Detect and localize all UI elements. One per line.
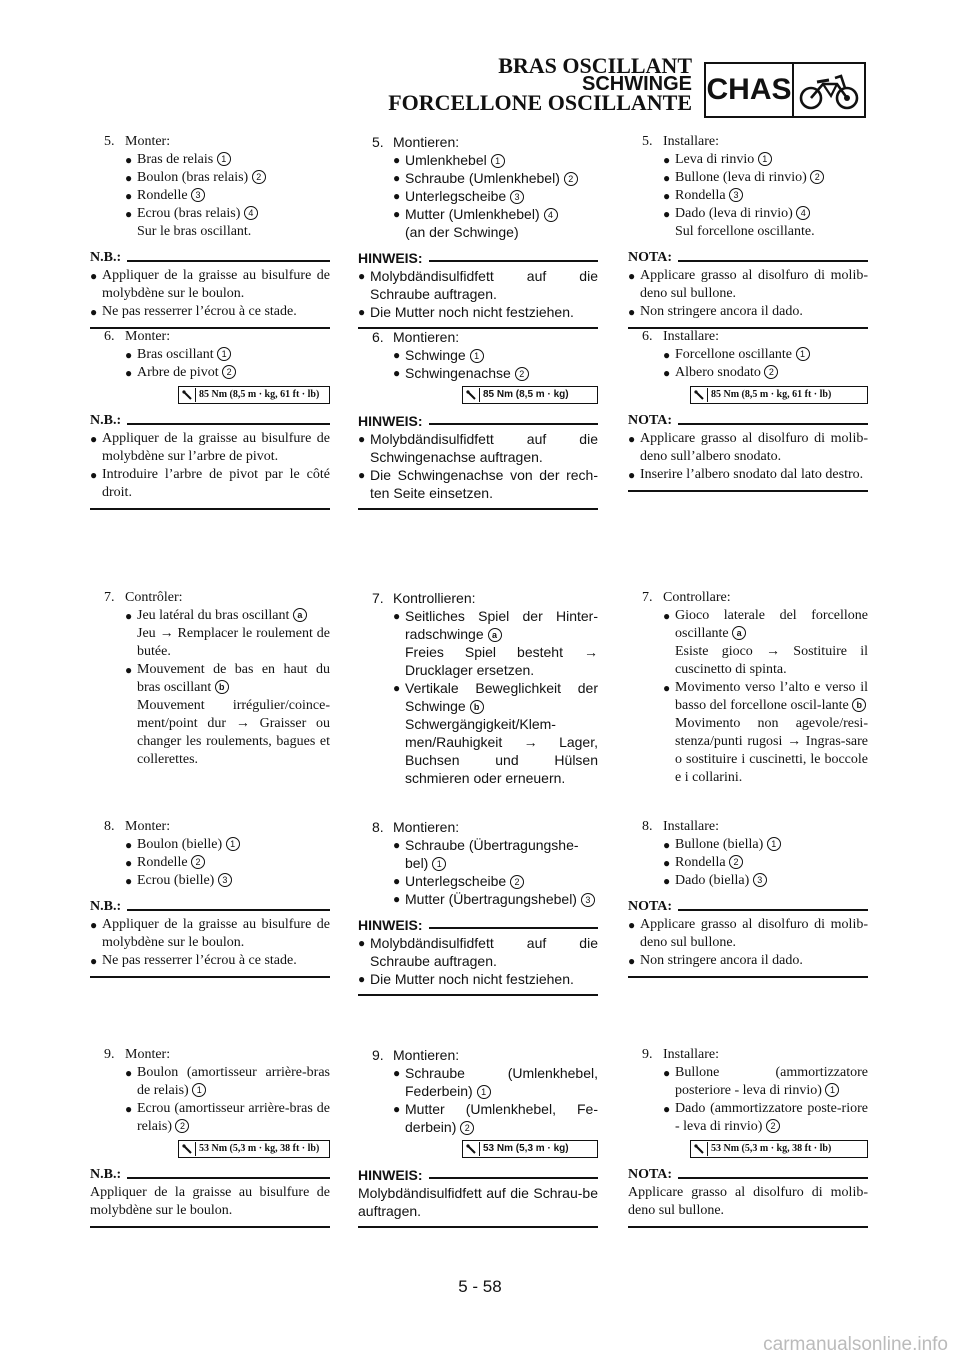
fr-step-9: 9. Monter: ● Boulon (amortisseur arrière-bras de relais) 1 ● Ecrou (amortisseur arrière-bras de relais) 2 53 Nm (5,3 m · kg, 38 ft · lb) N.B.: Appliquer de la graisse au bisulfure de molybdène sur le boulon. — [90, 1046, 330, 1228]
it-step-7: 7. Controllare: ● Gioco laterale del forcellone oscillante a Esiste gioco → Sostituire il cuscinetto di spinta. ● Movimento verso l’alto e verso il basso del forcellone oscil-lante b Movimento non agevole/resi-stenza/punti rugosi → Ingras-sare o sostituire i cuscinetti, le boccole e i collarini. — [642, 590, 868, 785]
page-number: 5 - 58 — [458, 1277, 502, 1296]
it-step-5: 5. Installare: ● Leva di rinvio 1 ● Bullone (leva di rinvio) 2 ● Rondella 3 ● Dado (leva di rinvio) 4 Sul forcellone oscillante. NOTA: ● Applicare grasso al disolfuro di molib-deno sul bullone. ● Non stringere ancora il dado. — [628, 133, 868, 329]
title-it: FORCELLONE OSCILLANTE — [388, 90, 692, 115]
de-step-7: 7. Kontrollieren: ● Seitliches Spiel der Hinter-radschwinge a Freies Spiel besteht → Drucklager ersetzen. ● Vertikale Beweglichkeit der Schwinge b Schwergängigkeit/Klem-men/Rauhigkeit → Lager, Buchsen und Hülsen schmieren oder erneuern. — [372, 590, 598, 786]
torque-wrench-icon — [179, 1142, 196, 1156]
torque-wrench-icon — [179, 388, 196, 402]
fr-step-6: 6. Monter: ● Bras oscillant 1 ● Arbre de pivot 2 85 Nm (8,5 m · kg, 61 ft · lb) N.B.: ● Appliquer de la graisse au bisulfure de molybdène sur l’arbre de pivot. ● Introduire l’arbre de pivot par le côté droit. — [90, 328, 330, 510]
motorcycle-icon — [794, 64, 864, 116]
torque-spec: 85 Nm (8,5 m · kg, 61 ft · lb) — [178, 386, 330, 404]
it-step-9: 9. Installare: ● Bullone (ammortizzatore posteriore - leva di rinvio) 1 ● Dado (ammortizzatore poste-riore - leva di rinvio) 2 53 Nm (5,3 m · kg, 38 ft · lb) NOTA: Applicare grasso al disolfuro di molib-deno sul bullone. — [628, 1046, 868, 1228]
watermark: carmanualsonline.info — [763, 1334, 948, 1355]
page-header — [0, 0, 960, 130]
de-step-6: 6. Montieren: ● Schwinge 1 ● Schwingenachse 2 85 Nm (8,5 m · kg) HINWEIS: ● Molybdändisulfidfett auf die Schwingenachse auftragen. ● Die Schwingenachse von der rech-ten Seite einsetzen. — [358, 328, 598, 510]
fr-step-5: 5. Monter: ● Bras de relais 1 ● Boulon (bras relais) 2 ● Rondelle 3 ● Ecrou (bras relais) 4 Sur le bras oscillant. N.B.: ● Appliquer de la graisse au bisulfure de molybdène sur le boulon. ● Ne pas resserrer l’écrou à ce stade. — [90, 133, 330, 329]
title-de: SCHWINGE — [582, 73, 692, 95]
note-heading: N.B.: — [90, 249, 330, 267]
section-tag-box — [704, 62, 866, 118]
torque-spec: 85 Nm (8,5 m · kg) — [462, 386, 598, 404]
it-step-8: 8. Installare: ● Bullone (biella) 1 ● Rondella 2 ● Dado (biella) 3 NOTA: ● Applicare grasso al disolfuro di molib-deno sul bullone. ● Non stringere ancora il dado. — [628, 818, 868, 978]
torque-wrench-icon — [463, 388, 480, 402]
torque-spec: 85 Nm (8,5 m · kg, 61 ft · lb) — [690, 386, 868, 404]
torque-spec: 53 Nm (5,3 m · kg, 38 ft · lb) — [178, 1140, 330, 1158]
it-step-6: 6. Installare: ● Forcellone oscillante 1 ● Albero snodato 2 85 Nm (8,5 m · kg, 61 ft · lb) NOTA: ● Applicare grasso al disolfuro di molib-deno sull’albero snodato. ● Inserire l’albero snodato dal lato destro. — [628, 328, 868, 492]
torque-spec: 53 Nm (5,3 m · kg, 38 ft · lb) — [690, 1140, 868, 1158]
fr-step-7: 7. Contrôler: ● Jeu latéral du bras oscillant a Jeu → Remplacer le roulement de butée. ● Mouvement de bas en haut du bras oscillant b Mouvement irrégulier/coince-ment/point dur → Graisser ou changer les roulements, bagues et collerettes. — [104, 590, 330, 767]
de-step-8: 8. Montieren: ● Schraube (Übertragungshe-bel) 1 ● Unterlegscheibe 2 ● Mutter (Übertragungshebel) 3 HINWEIS: ● Molybdändisulfidfett auf die Schraube auftragen. ● Die Mutter noch nicht festziehen. — [358, 818, 598, 996]
title-fr: BRAS OSCILLANT — [498, 53, 692, 78]
torque-wrench-icon — [691, 388, 708, 402]
section-tag: CHAS — [706, 64, 794, 116]
fr-step-8: 8. Monter: ● Boulon (bielle) 1 ● Rondelle 2 ● Ecrou (bielle) 3 N.B.: ● Appliquer de la graisse au bisulfure de molybdène sur le boulon. ● Ne pas resserrer l’écrou à ce stade. — [90, 818, 330, 978]
torque-spec: 53 Nm (5,3 m · kg) — [462, 1140, 598, 1158]
torque-wrench-icon — [691, 1142, 708, 1156]
de-step-9: 9. Montieren: ● Schraube (Umlenkhebel, Federbein) 1 ● Mutter (Umlenkhebel, Fe-derbein) 2 53 Nm (5,3 m · kg) HINWEIS: Molybdändisulfidfett auf die Schrau-be auftragen. — [358, 1046, 598, 1228]
de-step-5: 5. Montieren: ● Umlenkhebel 1 ● Schraube (Umlenkhebel) 2 ● Unterlegscheibe 3 ● Mutter (Umlenkhebel) 4 (an der Schwinge) HINWEIS: ● Molybdändisulfidfett auf die Schraube auftragen. ● Die Mutter noch nicht festziehen. — [358, 133, 598, 329]
torque-wrench-icon — [463, 1142, 480, 1156]
